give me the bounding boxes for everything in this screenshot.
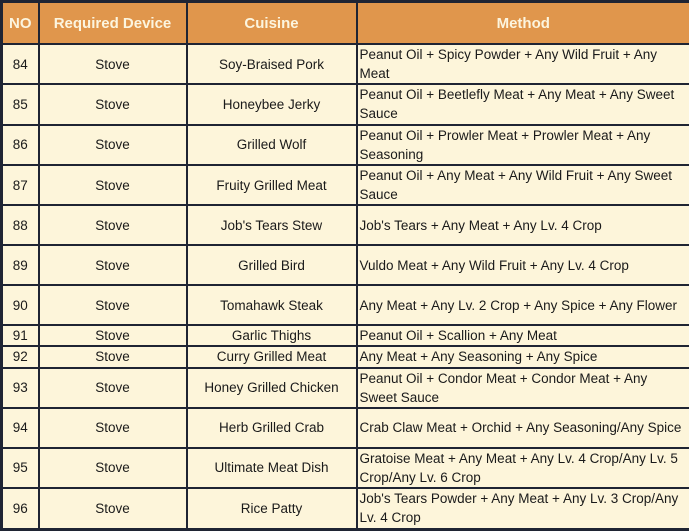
cell-method: Peanut Oil + Spicy Powder + Any Wild Fruit + Any Meat bbox=[357, 44, 689, 84]
cell-cuisine: Fruity Grilled Meat bbox=[187, 165, 357, 205]
cell-no: 89 bbox=[2, 245, 39, 285]
cell-device: Stove bbox=[39, 84, 187, 124]
cell-cuisine: Grilled Bird bbox=[187, 245, 357, 285]
table-row bbox=[2, 488, 689, 529]
cell-cuisine: Ultimate Meat Dish bbox=[187, 448, 357, 488]
cell-method: Job's Tears Powder + Any Meat + Any Lv. 3 Crop/Any Lv. 4 Crop bbox=[357, 488, 689, 529]
table-row bbox=[2, 408, 689, 448]
cell-cuisine: Garlic Thighs bbox=[187, 325, 357, 346]
cell-no: 93 bbox=[2, 368, 39, 408]
cell-no: 95 bbox=[2, 448, 39, 488]
cell-method: Vuldo Meat + Any Wild Fruit + Any Lv. 4 Crop bbox=[357, 245, 689, 285]
table-row bbox=[2, 125, 689, 165]
cell-no: 88 bbox=[2, 205, 39, 245]
cell-device: Stove bbox=[39, 165, 187, 205]
cell-no: 90 bbox=[2, 285, 39, 325]
cell-method: Peanut Oil + Beetlefly Meat + Any Meat + Any Sweet Sauce bbox=[357, 84, 689, 124]
cell-cuisine: Honeybee Jerky bbox=[187, 84, 357, 124]
table-row bbox=[2, 165, 689, 205]
cell-cuisine: Tomahawk Steak bbox=[187, 285, 357, 325]
cell-no: 84 bbox=[2, 44, 39, 84]
cell-no: 94 bbox=[2, 408, 39, 448]
cell-cuisine: Grilled Wolf bbox=[187, 125, 357, 165]
column-header-method: Method bbox=[357, 2, 689, 45]
table-row bbox=[2, 84, 689, 124]
cell-no: 86 bbox=[2, 125, 39, 165]
column-header-cuisine: Cuisine bbox=[187, 2, 357, 45]
cell-device: Stove bbox=[39, 325, 187, 346]
header-row bbox=[2, 2, 689, 45]
cell-no: 85 bbox=[2, 84, 39, 124]
cell-device: Stove bbox=[39, 125, 187, 165]
cell-device: Stove bbox=[39, 245, 187, 285]
table-row bbox=[2, 245, 689, 285]
table-row bbox=[2, 325, 689, 346]
cell-method: Peanut Oil + Prowler Meat + Prowler Meat + Any Seasoning bbox=[357, 125, 689, 165]
cell-device: Stove bbox=[39, 408, 187, 448]
cell-no: 87 bbox=[2, 165, 39, 205]
cell-cuisine: Honey Grilled Chicken bbox=[187, 368, 357, 408]
cell-cuisine: Soy-Braised Pork bbox=[187, 44, 357, 84]
cell-device: Stove bbox=[39, 285, 187, 325]
cell-cuisine: Curry Grilled Meat bbox=[187, 346, 357, 367]
cell-method: Gratoise Meat + Any Meat + Any Lv. 4 Crop/Any Lv. 5 Crop/Any Lv. 6 Crop bbox=[357, 448, 689, 488]
cell-method: Peanut Oil + Condor Meat + Condor Meat + Any Sweet Sauce bbox=[357, 368, 689, 408]
cell-device: Stove bbox=[39, 205, 187, 245]
table-row bbox=[2, 346, 689, 367]
cell-device: Stove bbox=[39, 488, 187, 529]
column-header-device: Required Device bbox=[39, 2, 187, 45]
column-header-no: NO bbox=[2, 2, 39, 45]
table-row bbox=[2, 448, 689, 488]
cell-no: 91 bbox=[2, 325, 39, 346]
cell-method: Any Meat + Any Lv. 2 Crop + Any Spice + Any Flower bbox=[357, 285, 689, 325]
cell-no: 96 bbox=[2, 488, 39, 529]
cell-method: Job's Tears + Any Meat + Any Lv. 4 Crop bbox=[357, 205, 689, 245]
cell-method: Any Meat + Any Seasoning + Any Spice bbox=[357, 346, 689, 367]
table-row bbox=[2, 368, 689, 408]
table-row bbox=[2, 44, 689, 84]
cell-device: Stove bbox=[39, 448, 187, 488]
cell-cuisine: Herb Grilled Crab bbox=[187, 408, 357, 448]
cell-method: Crab Claw Meat + Orchid + Any Seasoning/Any Spice bbox=[357, 408, 689, 448]
cell-device: Stove bbox=[39, 346, 187, 367]
cell-device: Stove bbox=[39, 368, 187, 408]
cell-method: Peanut Oil + Scallion + Any Meat bbox=[357, 325, 689, 346]
cell-no: 92 bbox=[2, 346, 39, 367]
cell-method: Peanut Oil + Any Meat + Any Wild Fruit + Any Sweet Sauce bbox=[357, 165, 689, 205]
table-row bbox=[2, 285, 689, 325]
cell-cuisine: Job's Tears Stew bbox=[187, 205, 357, 245]
table-row bbox=[2, 205, 689, 245]
cell-device: Stove bbox=[39, 44, 187, 84]
cell-cuisine: Rice Patty bbox=[187, 488, 357, 529]
